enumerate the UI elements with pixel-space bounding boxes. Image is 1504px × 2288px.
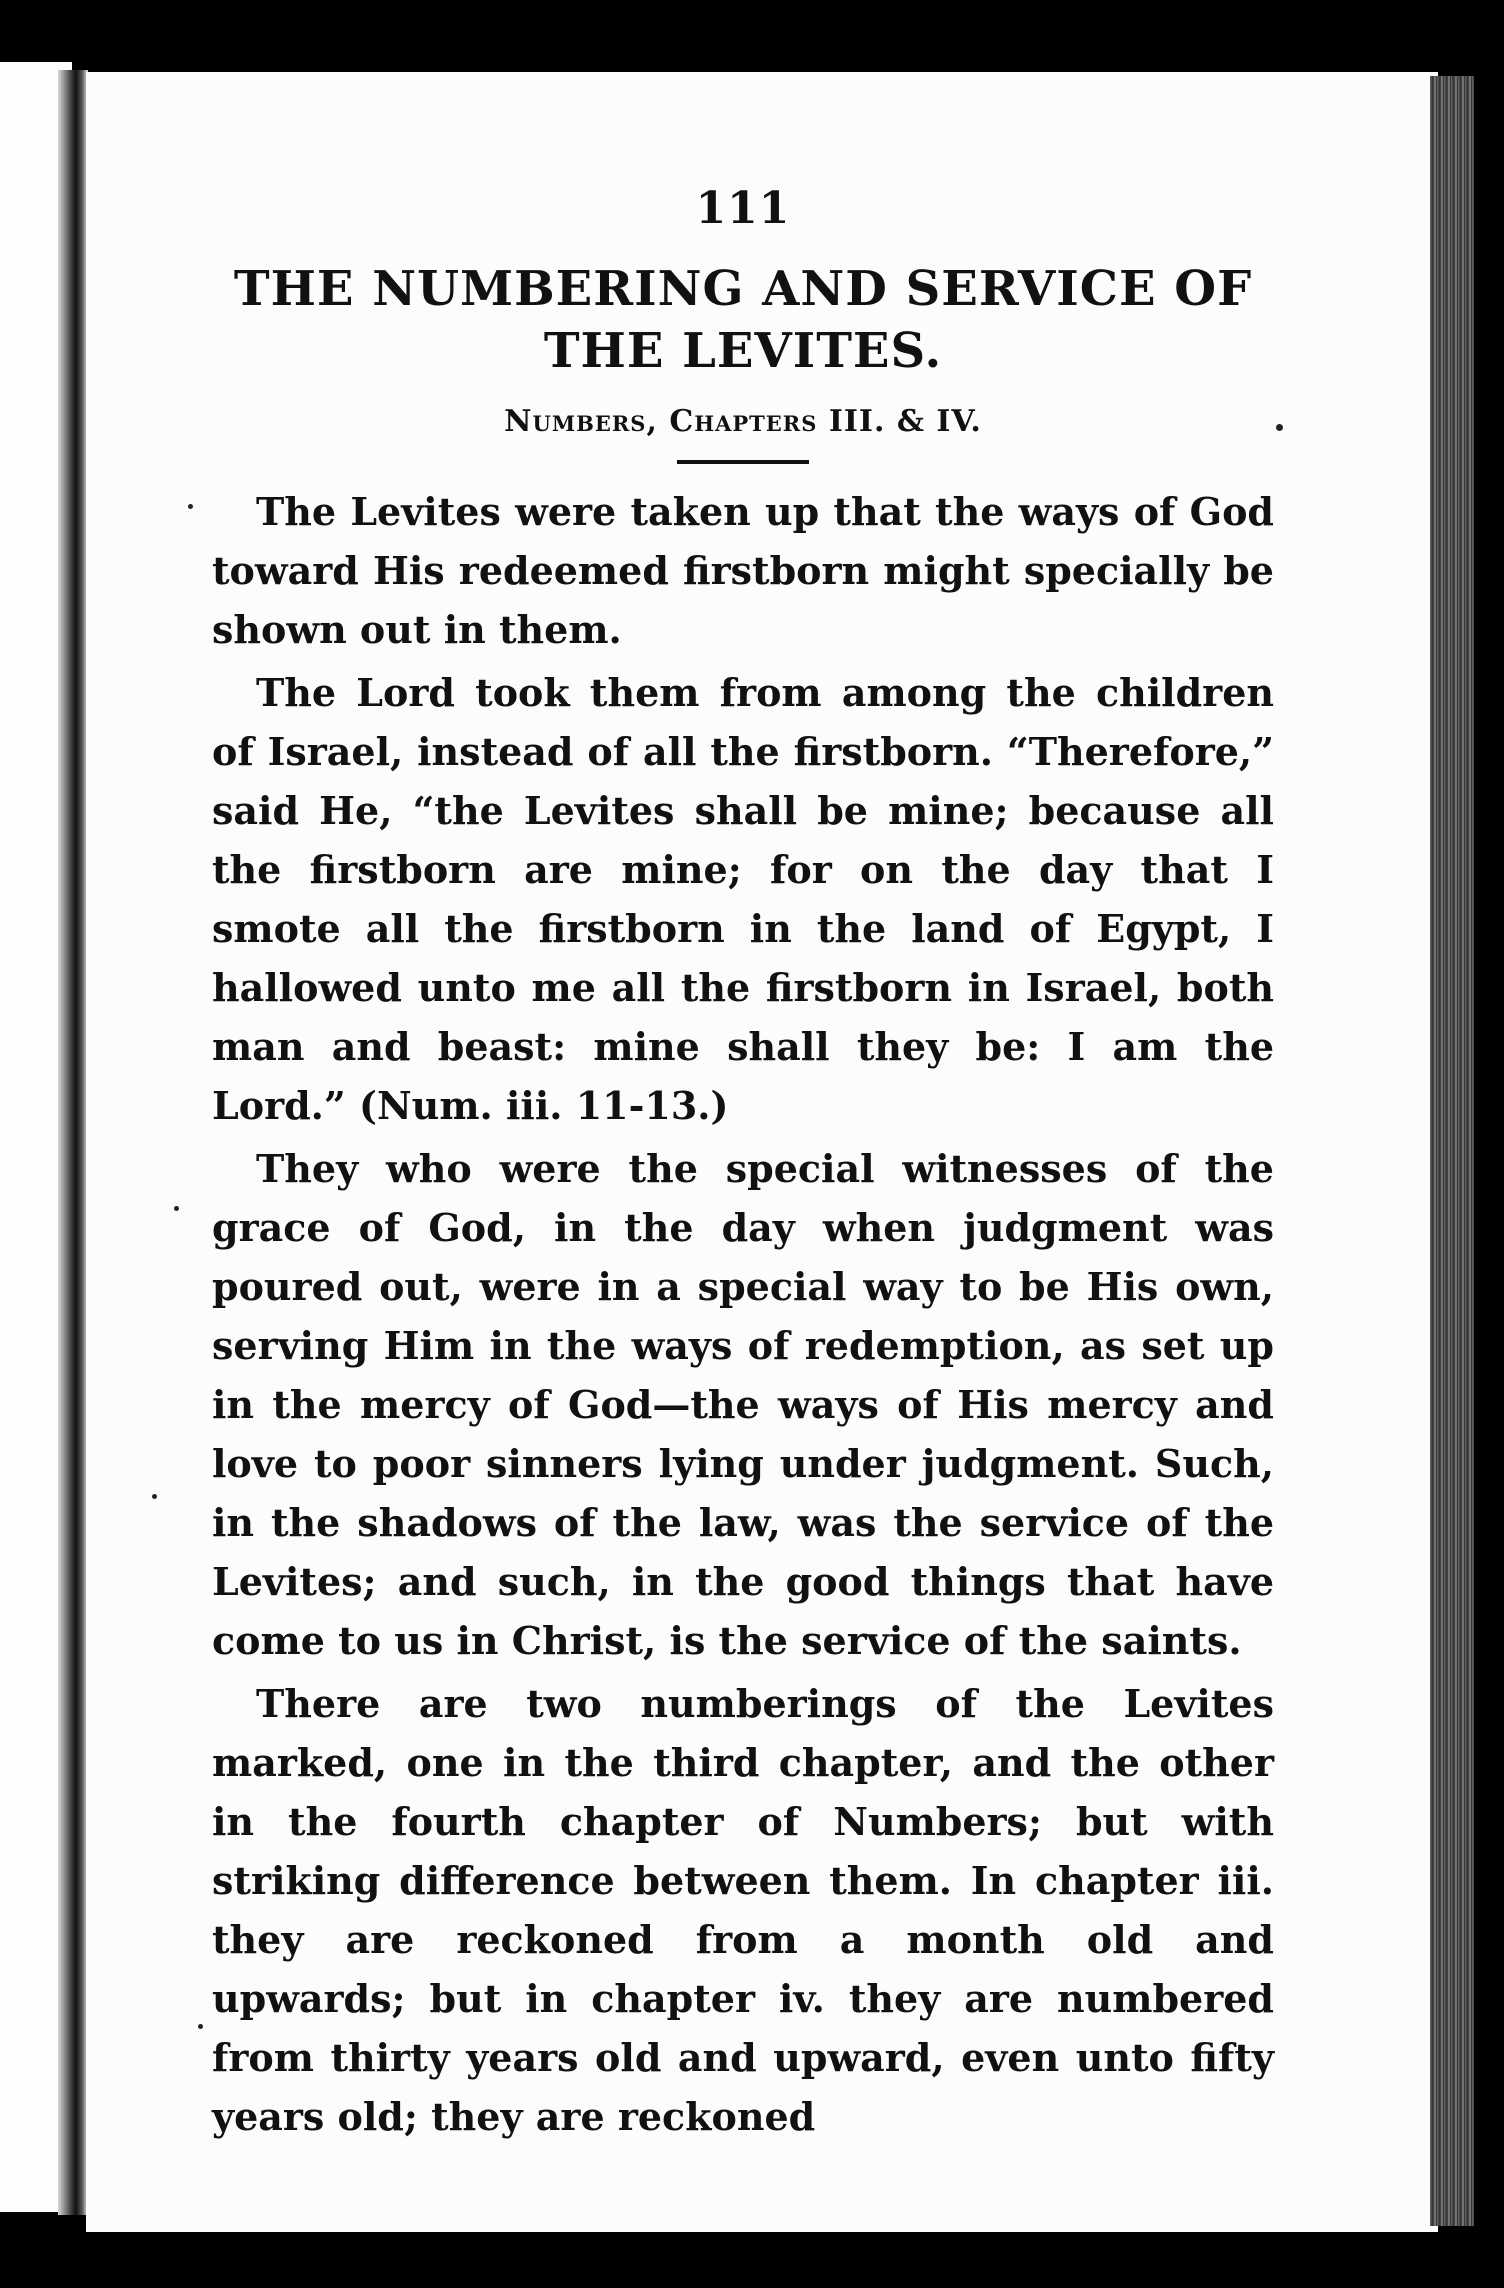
paragraph-3: They who were the special witnesses of the grace of God, in the day when judgment was poured out, were in a special way to be His own, serving Him in the ways of redemption, as set up in the mercy of God—the ways of His mercy and love to poor sinners lying under judgment. Such, in the shadows of the law, was the service of the Levites; and such, in the good things that have come to us in Christ, is the service of the saints.: [212, 1146, 1274, 1663]
book-binding-gutter: [58, 70, 88, 2215]
paragraph-4: There are two numberings of the Levites marked, one in the third chapter, and the other in the fourth chapter of Numbers; but with striking difference between them. In chapter iii. they are reckoned from a month old and upwards; but in chapter iv. they are numbered from thirty years old and upward, even unto fifty years old; they are reckoned: [212, 1681, 1274, 2139]
title-rule: [677, 460, 809, 464]
page-number: 111: [695, 183, 791, 234]
print-speck: [1276, 424, 1283, 431]
chapter-subtitle: Numbers, Chapters III. & IV.: [504, 404, 982, 439]
paragraph-1: The Levites were taken up that the ways of God toward His redeemed firstborn might specially be shown out in them.: [212, 489, 1274, 652]
chapter-title: THE NUMBERING AND SERVICE OF THE LEVITES.: [233, 261, 1253, 379]
print-speck: [188, 504, 193, 509]
page-stack-edges: [1430, 76, 1474, 2226]
print-speck: [152, 1494, 157, 1499]
paragraph-2: The Lord took them from among the children of Israel, instead of all the firstborn. “Therefore,” said He, “the Levites shall be mine; because all the firstborn are mine; for on the day that I smote all the firstborn in the land of Egypt, I hallowed unto me all the firstborn in Israel, both man and beast: mine shall they be: I am the Lord.” (Num. iii. 11-13.): [212, 670, 1274, 1128]
page-content: [212, 180, 1274, 2150]
print-speck: [174, 1206, 179, 1211]
print-speck: [198, 2024, 203, 2029]
